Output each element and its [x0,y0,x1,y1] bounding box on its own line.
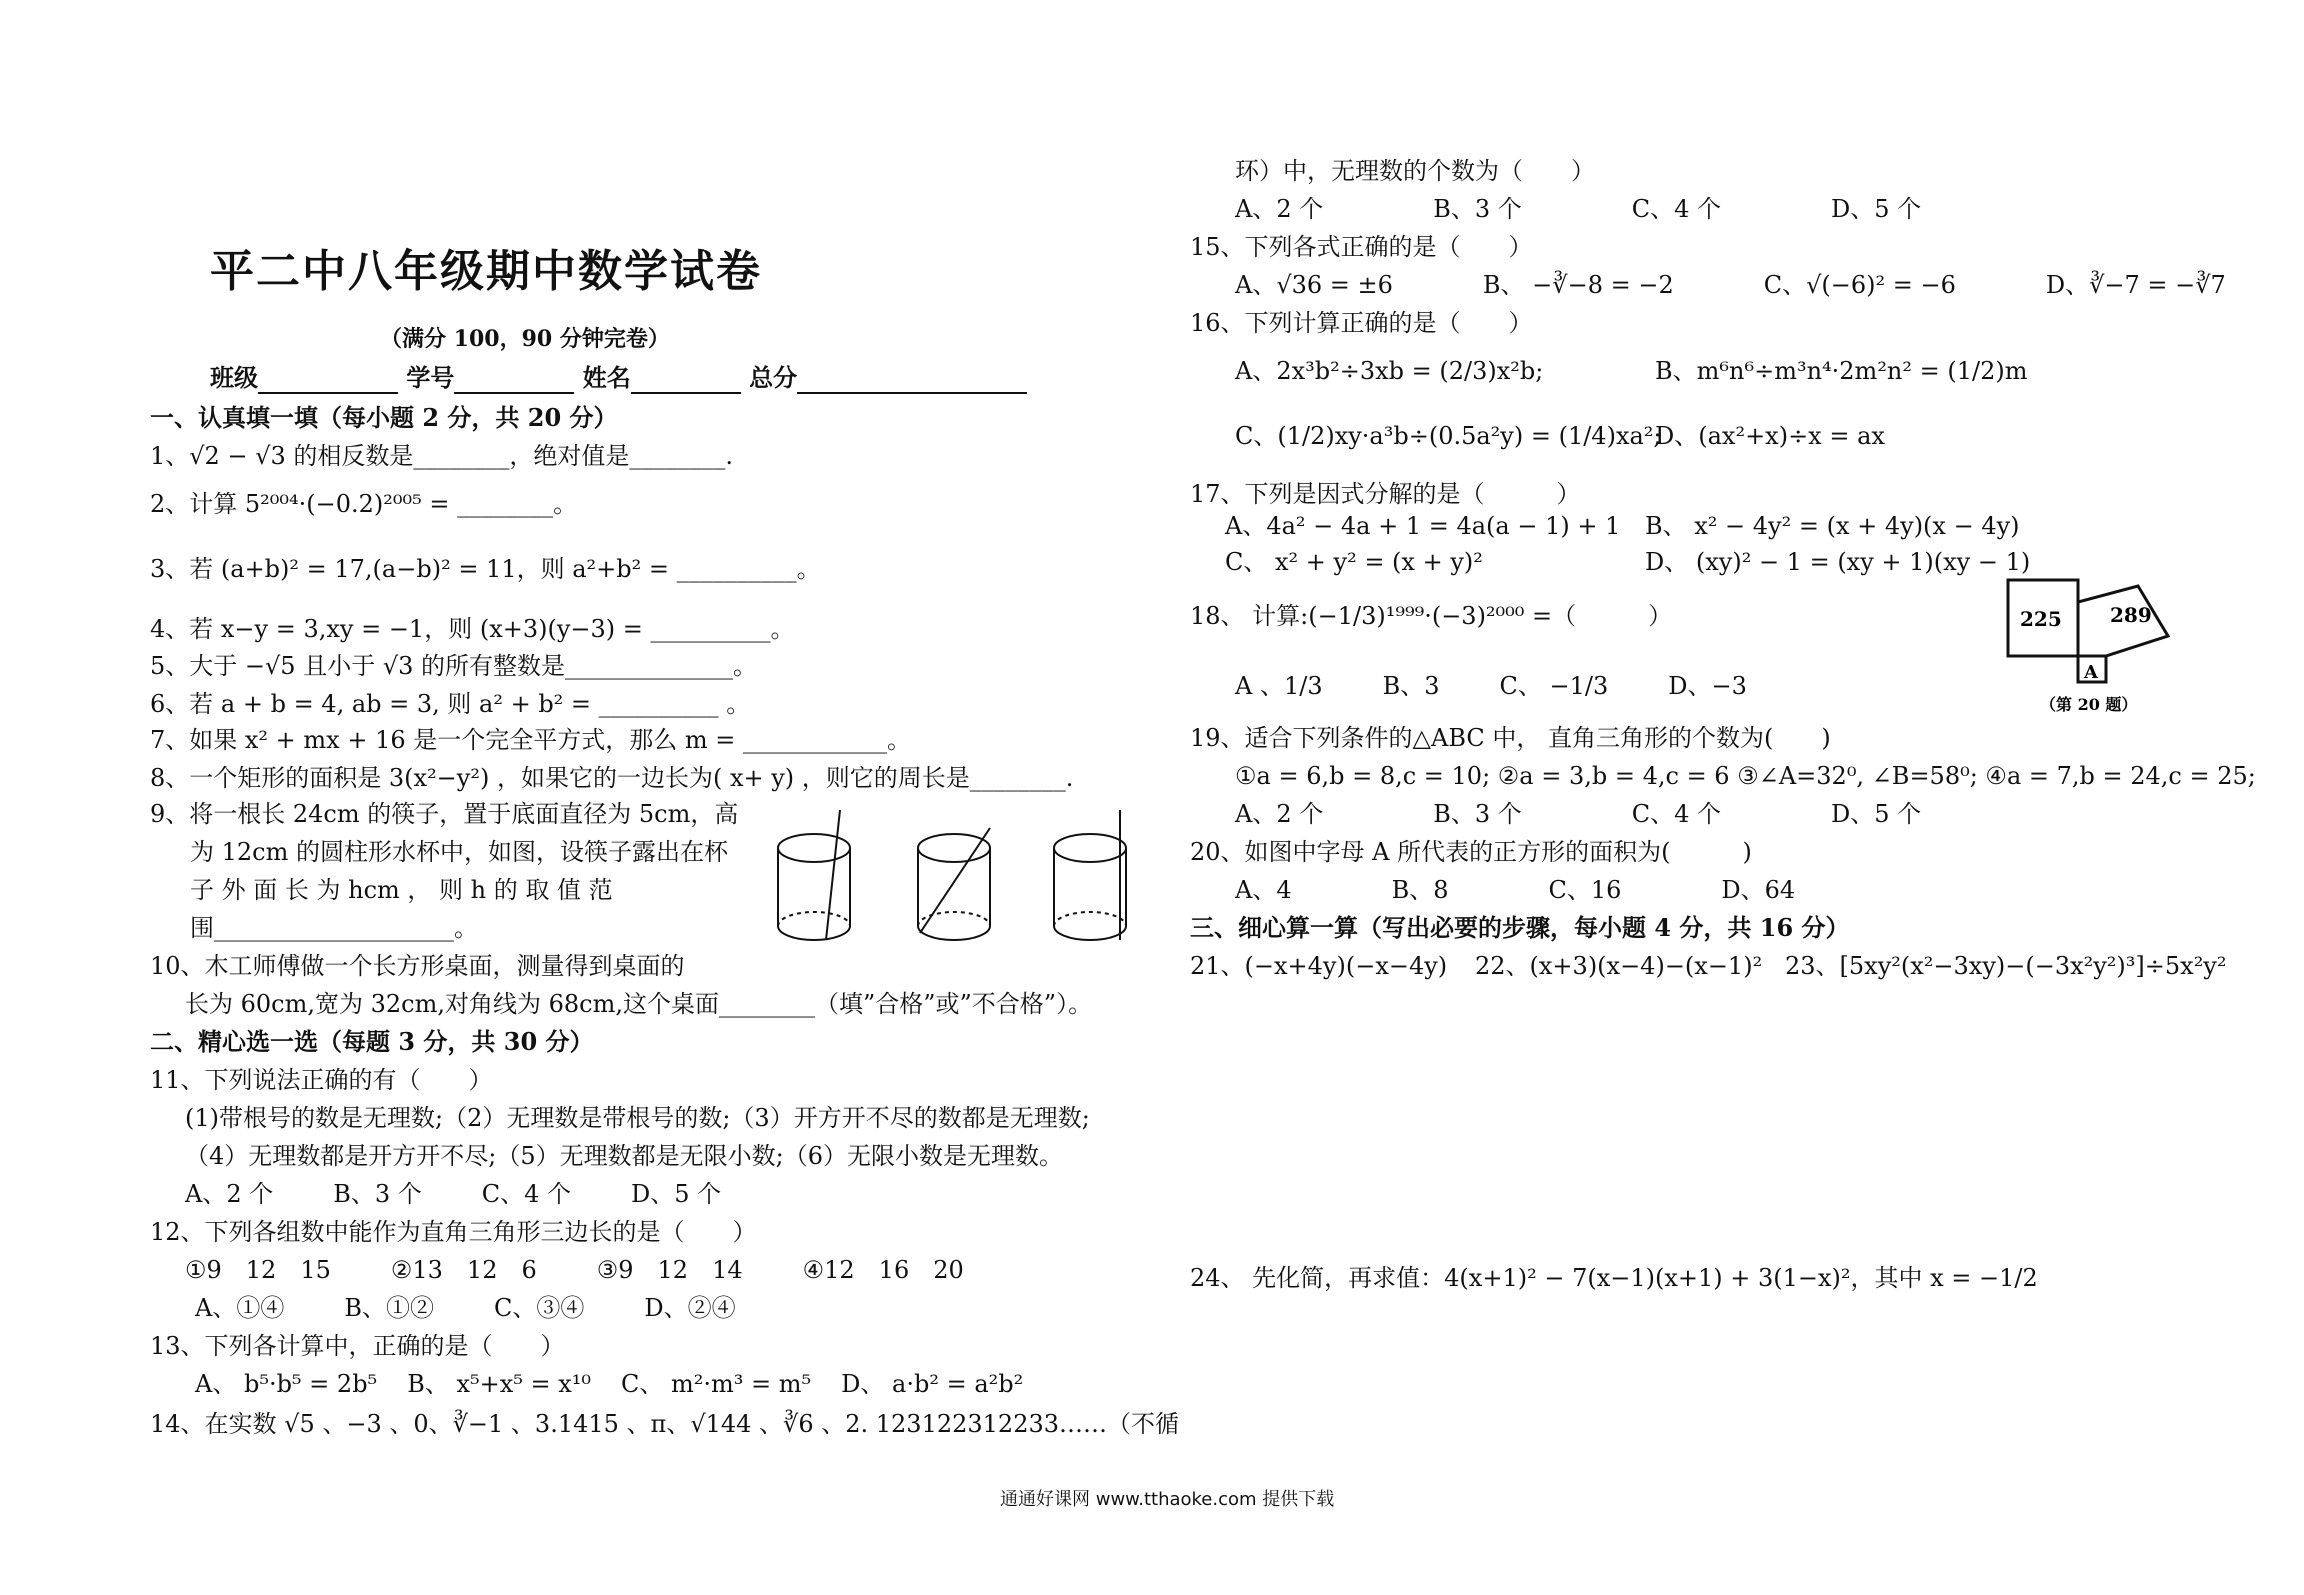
q13-option-a[interactable]: A、 b⁵·b⁵ = 2b⁵ [195,1370,378,1398]
q18-option-d[interactable]: D、−3 [1668,672,1747,700]
question-15-options [1235,269,2226,301]
q12-group-3: ③9 12 14 [596,1256,743,1284]
class-blank[interactable] [258,368,398,394]
student-number-label: 学号 [406,363,455,392]
question-16: 16、下列计算正确的是（ ） [1190,309,1533,337]
section3-heading: 三、细心算一算（写出必要的步骤，每小题 4 分，共 16 分） [1190,913,1850,942]
question-5: 5、大于 −√5 且小于 √3 的所有整数是______________。 [150,652,758,680]
section1-heading: 一、认真填一填（每小题 2 分，共 20 分） [150,403,618,432]
question-18: 18、 计算:(−1/3)¹⁹⁹⁹·(−3)²⁰⁰⁰ =（ ） [1190,602,1673,630]
question-17: 17、下列是因式分解的是（ ） [1190,480,1581,508]
q19-option-c[interactable]: C、4 个 [1631,800,1722,828]
q18-option-b[interactable]: B、3 [1382,672,1440,700]
q12-group-1: ①9 12 15 [185,1256,331,1284]
question-10-line1: 10、木工师傅做一个长方形桌面，测量得到桌面的 [150,952,685,980]
q20-option-c[interactable]: C、16 [1548,876,1622,904]
square-a-label: A [2084,662,2098,683]
question-9-line4: 围____________________。 [190,914,478,942]
q16-option-d[interactable]: D、(ax²+x)÷x = ax [1655,422,1885,450]
question-7: 7、如果 x² + mx + 16 是一个完全平方式，那么 m = ____________。 [150,726,912,754]
question-22: 22、(x+3)(x−4)−(x−1)² [1475,952,1763,980]
question-11: 11、下列说法正确的有（ ） [150,1066,493,1094]
q17-option-c[interactable]: C、 x² + y² = (x + y)² [1225,548,1483,576]
q19-option-d[interactable]: D、5 个 [1831,800,1922,828]
q14-option-d[interactable]: D、5 个 [1831,195,1922,223]
question-21: 21、(−x+4y)(−x−4y) [1190,952,1448,980]
question-12: 12、下列各组数中能作为直角三角形三边长的是（ ） [150,1218,757,1246]
q13-option-c[interactable]: C、 m²·m³ = m⁵ [621,1370,812,1398]
q17-option-a[interactable]: A、4a² − 4a + 1 = 4a(a − 1) + 1 [1225,512,1621,540]
question-19-options [1235,798,1921,830]
q16-option-b[interactable]: B、m⁶n⁶÷m³n⁴·2m²n² = (1/2)m [1655,357,2028,385]
cylinder-cups-figure [770,808,1150,948]
question-20-options [1235,874,1795,906]
q12-group-2: ②13 12 6 [390,1256,537,1284]
q20-option-b[interactable]: B、8 [1391,876,1449,904]
q20-option-d[interactable]: D、64 [1721,876,1796,904]
square-225-label: 225 [2020,607,2062,631]
q15-option-c[interactable]: C、√(−6)² = −6 [1763,271,1956,299]
exam-subtitle: （满分 100，90 分钟完卷） [380,326,670,352]
question-19: 19、适合下列条件的△ABC 中， 直角三角形的个数为( ) [1190,724,1831,752]
q12-option-d[interactable]: D、②④ [644,1294,736,1322]
question-11-statements-1: (1)带根号的数是无理数;（2）无理数是带根号的数;（3）开方开不尽的数都是无理数; [185,1104,1090,1132]
q12-option-c[interactable]: C、③④ [493,1294,585,1322]
q13-option-d[interactable]: D、 a·b² = a²b² [841,1370,1024,1398]
footer-source: 通通好课网 www.tthaoke.com 提供下载 [1000,1489,1335,1510]
question-13-options [195,1368,1023,1400]
q20-option-a[interactable]: A、4 [1235,876,1292,904]
question-13: 13、下列各计算中，正确的是（ ） [150,1332,565,1360]
question-1: 1、√2 − √3 的相反数是________，绝对值是________. [150,442,734,470]
q19-option-b[interactable]: B、3 个 [1433,800,1522,828]
question-23: 23、[5xy²(x²−3xy)−(−3x²y²)³]÷5x²y² [1785,952,2227,980]
q14-option-b[interactable]: B、3 个 [1433,195,1522,223]
q16-option-c[interactable]: C、(1/2)xy·a³b÷(0.5a²y) = (1/4)xa²; [1235,422,1662,450]
class-label: 班级 [210,363,258,392]
question-15: 15、下列各式正确的是（ ） [1190,233,1533,261]
total-score-label: 总分 [749,363,798,392]
q12-group-4: ④12 16 20 [802,1256,964,1284]
q17-option-b[interactable]: B、 x² − 4y² = (x + 4y)(x − 4y) [1645,512,2020,540]
q14-option-a[interactable]: A、2 个 [1235,195,1324,223]
question-4: 4、若 x−y = 3,xy = −1，则 (x+3)(y−3) = __________。 [150,615,795,643]
question-11-statements-2: （4）无理数都是开方开不尽;（5）无理数都是无限小数;（6）无限小数是无理数。 [185,1142,1063,1170]
question-14-line1: 14、在实数 √5 、−3 、0、∛−1 、3.1415 、π、√144 、∛6 、2. 123122312233……（不循 [150,1410,1179,1438]
q15-option-a[interactable]: A、√36 = ±6 [1235,271,1393,299]
question-12-options [195,1292,796,1324]
student-info-row [210,362,1027,394]
q15-option-d[interactable]: D、∛−7 = −∛7 [2045,271,2226,299]
total-score-blank[interactable] [797,368,1027,394]
q15-option-b[interactable]: B、 −∛−8 = −2 [1482,271,1674,299]
q18-option-c[interactable]: C、 −1/3 [1499,672,1609,700]
q19-option-a[interactable]: A、2 个 [1235,800,1324,828]
q11-option-b[interactable]: B、3 个 [333,1180,422,1208]
exam-title: 平二中八年级期中数学试卷 [210,246,762,297]
name-label: 姓名 [582,363,631,392]
q17-option-d[interactable]: D、 (xy)² − 1 = (xy + 1)(xy − 1) [1645,548,2031,576]
question-6: 6、若 a + b = 4, ab = 3, 则 a² + b² = __________ 。 [150,690,751,718]
q16-option-a[interactable]: A、2x³b²÷3xb = (2/3)x²b; [1235,357,1544,385]
q11-option-c[interactable]: C、4 个 [481,1180,572,1208]
question-18-options [1235,670,1807,702]
section2-heading: 二、精心选一选（每题 3 分，共 30 分） [150,1027,594,1056]
q12-option-a[interactable]: A、①④ [195,1294,285,1322]
figure-20-caption: （第 20 题） [2040,695,2138,714]
question-19-conditions: ①a = 6,b = 8,c = 10; ②a = 3,b = 4,c = 6 ③∠A=32⁰, ∠B=58⁰; ④a = 7,b = 24,c = 25; [1235,762,2256,790]
q13-option-b[interactable]: B、 x⁵+x⁵ = x¹⁰ [407,1370,592,1398]
question-10-line2: 长为 60cm,宽为 32cm,对角线为 68cm,这个桌面________（填”合格”或”不合格”）。 [185,990,1093,1018]
question-9-line2: 为 12cm 的圆柱形水杯中，如图，设筷子露出在杯 [190,838,728,866]
question-20: 20、如图中字母 A 所代表的正方形的面积为( ) [1190,838,1752,866]
q12-option-b[interactable]: B、①② [344,1294,434,1322]
question-24: 24、 先化简，再求值：4(x+1)² − 7(x−1)(x+1) + 3(1−x)²，其中 x = −1/2 [1190,1264,2038,1292]
question-14-line2: 环）中，无理数的个数为（ ） [1235,157,1595,185]
question-2: 2、计算 5²⁰⁰⁴·(−0.2)²⁰⁰⁵ = ________。 [150,490,578,518]
student-number-blank[interactable] [454,368,574,394]
q14-option-c[interactable]: C、4 个 [1631,195,1722,223]
square-289-label: 289 [2110,603,2152,627]
question-3: 3、若 (a+b)² = 17,(a−b)² = 11，则 a²+b² = __________。 [150,555,821,583]
question-9-line3: 子 外 面 长 为 hcm ， 则 h 的 取 值 范 [190,876,613,904]
name-blank[interactable] [631,368,741,394]
question-14-options [1235,193,1921,225]
pythagoras-squares-figure [2000,568,2180,718]
q11-option-a[interactable]: A、2 个 [185,1180,274,1208]
question-8: 8、一个矩形的面积是 3(x²−y²) ，如果它的一边长为( x+ y) ，则它的周长是________. [150,764,1074,792]
question-11-options [185,1178,781,1210]
question-9-line1: 9、将一根长 24cm 的筷子，置于底面直径为 5cm，高 [150,800,739,828]
q11-option-d[interactable]: D、5 个 [631,1180,722,1208]
q18-option-a[interactable]: A 、1/3 [1235,672,1323,700]
question-12-groups [185,1254,1024,1286]
